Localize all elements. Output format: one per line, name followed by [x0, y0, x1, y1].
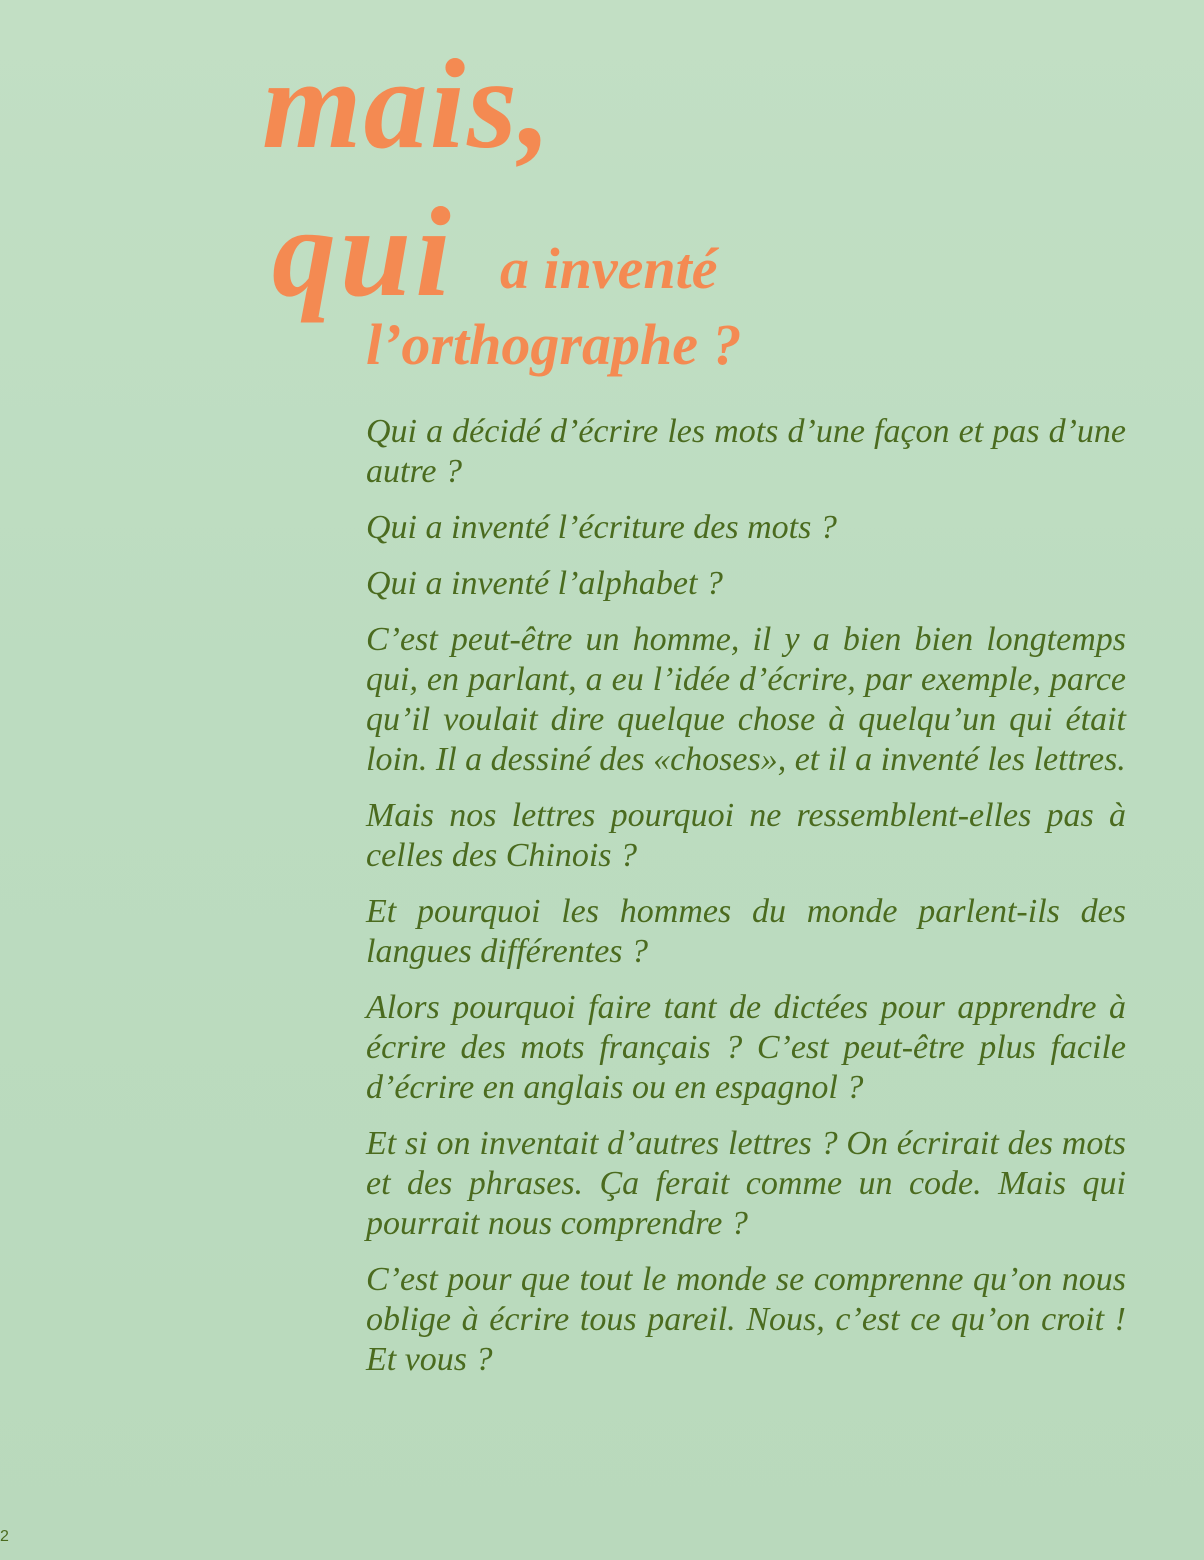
title-line-a-invente: a inventé	[500, 236, 718, 301]
title-line-qui: qui	[272, 181, 455, 323]
title-line-mais: mais,	[262, 33, 553, 175]
paragraph: Qui a décidé d’écrire les mots d’une façon et pas d’une autre ?	[366, 413, 1126, 490]
paragraph: Mais nos lettres pourquoi ne ressemblent-elles pas à celles des Chinois ?	[366, 797, 1126, 874]
paragraph: Et pourquoi les hommes du monde parlent-ils des langues différentes ?	[366, 893, 1126, 970]
paragraph: C’est pour que tout le monde se comprenne qu’on nous oblige à écrire tous pareil. Nous, c’est ce qu’on croit ! Et vous ?	[366, 1261, 1126, 1378]
paragraph: C’est peut-être un homme, il y a bien bien longtemps qui, en parlant, a eu l’idée d’écrire, par exemple, parce qu’il voulait dire quelque chose à quelqu’un qui était loin. Il a dessiné des «choses», et il a inventé les lettres.	[366, 621, 1126, 778]
paragraph: Qui a inventé l’écriture des mots ?	[366, 509, 837, 546]
title-line-orthographe: l’orthographe ?	[366, 312, 742, 377]
paragraph: Et si on inventait d’autres lettres ? On écrirait des mots et des phrases. Ça ferait comme un code. Mais qui pourrait nous comprendre ?	[366, 1125, 1126, 1242]
page-number: 2	[0, 1528, 9, 1545]
body-text	[366, 412, 1126, 1396]
paragraph: Qui a inventé l’alphabet ?	[366, 565, 723, 602]
paragraph: Alors pourquoi faire tant de dictées pour apprendre à écrire des mots français ? C’est peut-être plus facile d’écrire en anglais ou en espagnol ?	[366, 989, 1126, 1106]
